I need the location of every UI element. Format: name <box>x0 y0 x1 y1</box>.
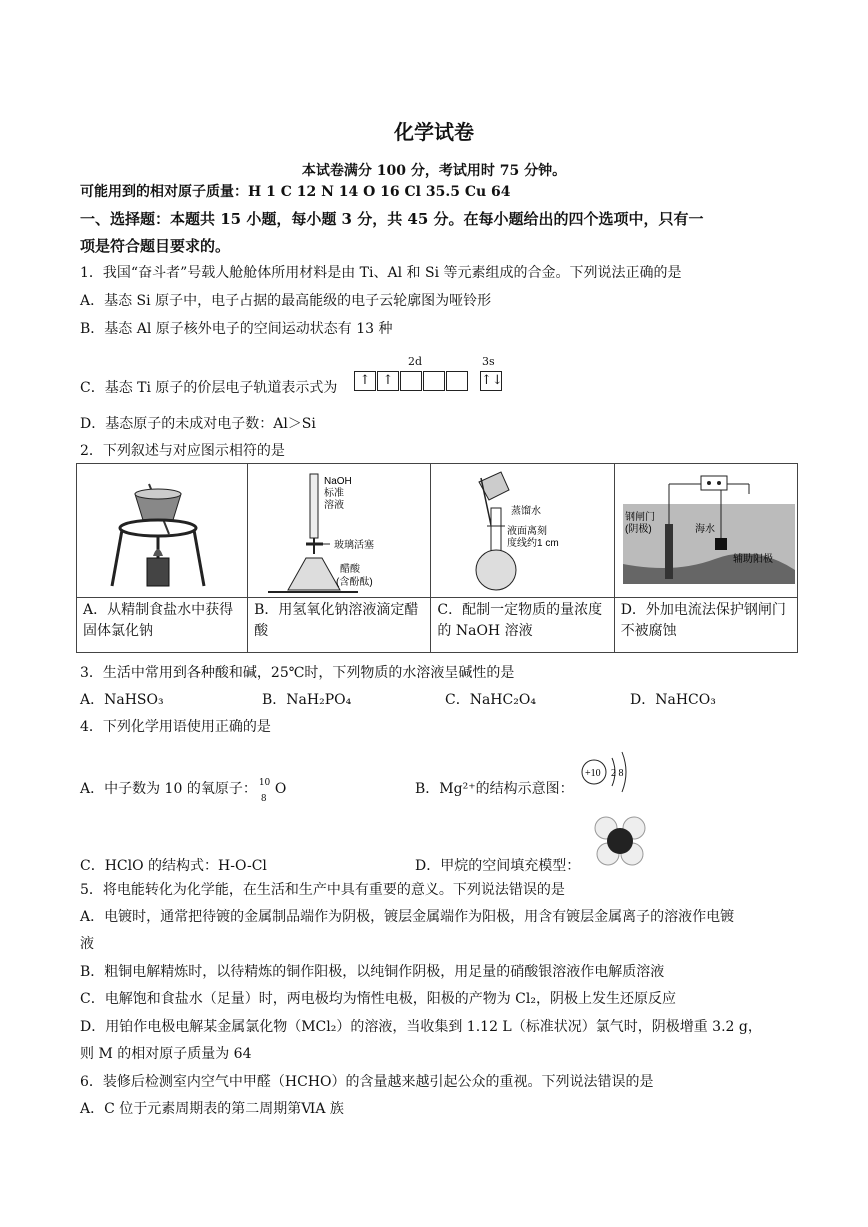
label-seawater: 海水 <box>694 524 715 535</box>
caption-b: B．用氢氧化钠溶液滴定醋酸 <box>248 598 431 653</box>
q5-option-a-line2: 液 <box>80 936 94 952</box>
caption-a: A．从精制食盐水中获得固体氯化钠 <box>77 598 248 653</box>
atomic-masses: 可能用到的相对原子质量：H 1 C 12 N 14 O 16 Cl 35.5 Cu 64 <box>80 184 511 200</box>
q4-option-a <box>80 778 287 804</box>
section-heading-line2: 项是符合题目要求的。 <box>80 237 231 255</box>
orbital-label-3s: 3s <box>482 355 495 368</box>
orbital-box <box>400 371 422 391</box>
orbital-box: ↑ <box>377 371 399 391</box>
figure-titration <box>248 464 431 598</box>
electron-shells: 2 8 <box>611 768 624 779</box>
label-acetic-acid: 醋酸 <box>340 564 361 575</box>
q4-option-d: D．甲烷的空间填充模型： <box>415 858 581 874</box>
page-title: 化学试卷 <box>394 120 474 144</box>
q3-option-a: A．NaHSO₃ <box>80 692 164 708</box>
q5-option-d-line2: 则 M 的相对原子质量为 64 <box>80 1046 252 1062</box>
q1-option-a: A．基态 Si 原子中，电子占据的最高能级的电子云轮廓图为哑铃形 <box>80 293 492 309</box>
q4-option-c: C．HClO 的结构式：H-O-Cl <box>80 858 267 874</box>
label-distilled-water: 蒸馏水 <box>511 506 542 517</box>
label-auxiliary-anode: 辅助阳极 <box>732 554 773 565</box>
q5-stem: 5．将电能转化为化学能，在生活和生产中具有重要的意义。下列说法错误的是 <box>80 882 565 898</box>
caption-d: D．外加电流法保护钢闸门不被腐蚀 <box>614 598 797 653</box>
figure-table <box>76 463 798 653</box>
figure-cathodic-protection <box>614 464 797 598</box>
figure-volumetric-flask <box>431 464 614 598</box>
q6-stem: 6．装修后检测室内空气中甲醛（HCHO）的含量越来越引起公众的重视。下列说法错误的是 <box>80 1074 654 1090</box>
section-heading-line1: 一、选择题：本题共 15 小题，每小题 3 分，共 45 分。在每小题给出的四个选项中，只有一 <box>80 210 704 228</box>
orbital-box <box>446 371 468 391</box>
q4-option-b: B．Mg²⁺的结构示意图： <box>415 781 574 797</box>
label-phenolphthalein: (含酚酞) <box>336 577 373 588</box>
mg-ion-structure-diagram <box>578 746 638 802</box>
label-scale-line: 度线约1 cm <box>507 538 560 549</box>
q4-stem: 4．下列化学用语使用正确的是 <box>80 719 271 735</box>
orbital-box: ↑ <box>354 371 376 391</box>
q3-stem: 3．生活中常用到各种酸和碱，25℃时，下列物质的水溶液呈碱性的是 <box>80 665 515 681</box>
q3-option-b: B．NaH₂PO₄ <box>262 692 352 708</box>
q1-option-d: D．基态原子的未成对电子数：Al＞Si <box>80 416 316 432</box>
q1-option-c: C．基态 Ti 原子的价层电子轨道表示式为 <box>80 380 338 396</box>
q6-option-a: A．C 位于元素周期表的第二周期第ⅥA 族 <box>80 1101 344 1117</box>
q5-option-a-line1: A．电镀时，通常把待镀的金属制品端作为阴极，镀层金属端作为阳极，用含有镀层金属离子的溶液作电镀 <box>80 909 735 925</box>
label-stopcock: 玻璃活塞 <box>334 540 375 551</box>
orbital-box <box>423 371 445 391</box>
methane-space-filling-model <box>590 810 650 870</box>
q1-stem: 1．我国“奋斗者”号载人舱舱体所用材料是由 Ti、Al 和 Si 等元素组成的合金。下列说法正确的是 <box>80 265 682 281</box>
exam-subtitle: 本试卷满分 100 分，考试用时 75 分钟。 <box>301 163 567 179</box>
q3-option-c: C．NaHC₂O₄ <box>445 692 536 708</box>
label-naoh: NaOH <box>324 476 352 487</box>
caption-c: C．配制一定物质的量浓度的 NaOH 溶液 <box>431 598 614 653</box>
label-solution: 溶液 <box>324 500 345 511</box>
q5-option-d-line1: D．用铂作电极电解某金属氯化物（MCl₂）的溶液，当收集到 1.12 L（标准状况）氯气时，阴极增重 3.2 g， <box>80 1019 762 1035</box>
q4-option-a-text: A．中子数为 10 的氧原子： <box>80 781 257 797</box>
figure-evaporation <box>77 464 248 598</box>
q1-option-b: B．基态 Al 原子核外电子的空间运动状态有 13 种 <box>80 321 393 337</box>
label-steel-gate: 钢闸门 <box>624 512 655 523</box>
orbital-box: ↑↓ <box>480 371 502 391</box>
q5-option-b: B．粗铜电解精炼时，以待精炼的铜作阳极，以纯铜作阴极，用足量的硝酸银溶液作电解质溶液 <box>80 964 665 980</box>
nuclide-element: O <box>274 781 287 797</box>
nucleus-charge: +10 <box>585 768 601 779</box>
label-liquid-level: 液面离刻 <box>507 526 548 537</box>
nuclide-symbol: 10 8 <box>258 778 271 804</box>
q2-stem: 2．下列叙述与对应图示相符的是 <box>80 443 285 459</box>
label-standard: 标准 <box>324 488 345 499</box>
q5-option-c: C．电解饱和食盐水（足量）时，两电极均为惰性电极，阳极的产物为 Cl₂，阴极上发生还原反应 <box>80 991 676 1007</box>
q3-option-d: D．NaHCO₃ <box>630 692 716 708</box>
label-cathode: (阴极) <box>624 524 652 535</box>
orbital-label-2d: 2d <box>408 355 423 368</box>
